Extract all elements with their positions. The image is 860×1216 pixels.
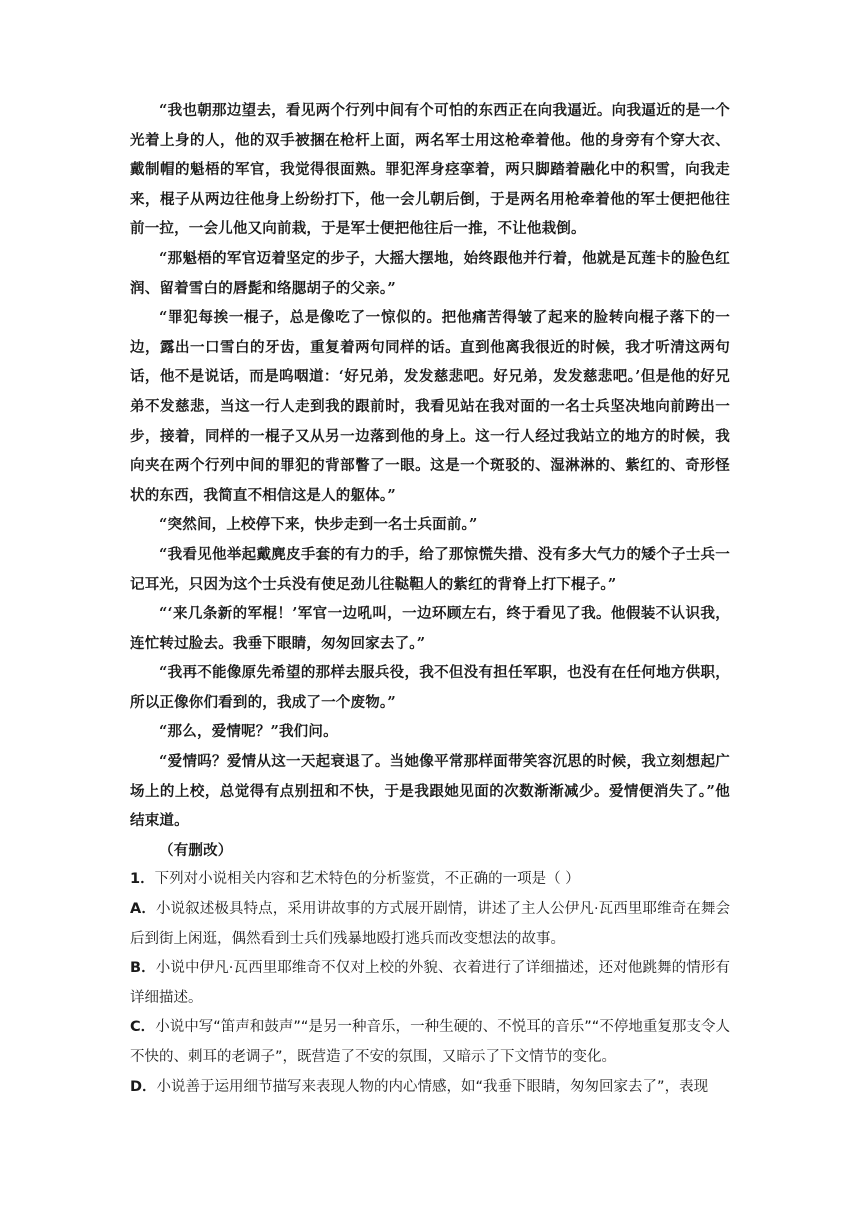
- option-text: 小说中写“笛声和鼓声”“是另一种音乐，一种生硬的、不悦耳的音乐”“不停地重复那支令人不快的、刺耳的老调子”，既营造了不安的氛围，又暗示了下文情节的变化。: [130, 1019, 730, 1065]
- option-text: 小说中伊凡·瓦西里耶维奇不仅对上校的外貌、衣着进行了详细描述，还对他跳舞的情形有详细描述。: [130, 960, 730, 1006]
- question-stem: 下列对小说相关内容和艺术特色的分析鉴赏，不正确的一项是（ ）: [154, 871, 580, 888]
- option-letter: A．: [130, 901, 156, 918]
- story-paragraph-6: “‘来几条新的军棍！’军官一边吼叫，一边环顾左右，终于看见了我。他假装不认识我，连忙转过脸去。我垂下眼睛，匆匆回家去了。”: [130, 605, 730, 652]
- option-letter: B．: [130, 960, 156, 977]
- document-page: [130, 96, 730, 1102]
- option-a: [130, 895, 730, 954]
- story-paragraph-2: “那魁梧的军官迈着坚定的步子，大摇大摆地，始终跟他并行着，他就是瓦莲卡的脸色红润、留着雪白的唇髭和络腮胡子的父亲。”: [130, 249, 730, 297]
- story-paragraph-7: “我再不能像原先希望的那样去服兵役，我不但没有担任军职，也没有在任何地方供职，所以正像你们看到的，我成了一个废物。”: [130, 664, 730, 711]
- story-paragraph-4: “突然间，上校停下来，快步走到一名士兵面前。”: [159, 516, 478, 534]
- story-paragraph-8: “那么，爱情呢？”我们问。: [159, 723, 338, 741]
- question-number: 1．: [130, 871, 155, 888]
- option-c: [130, 1013, 730, 1072]
- story-excerpt: [130, 96, 730, 865]
- story-paragraph-9: “爱情吗？爱情从这一天起衰退了。当她像平常那样面带笑容沉思的时候，我立刻想起广场上的上校，总觉得有点别扭和不快，于是我跟她见面的次数渐渐减少。爱情便消失了。”他结束道。: [130, 753, 730, 830]
- option-b: [130, 954, 730, 1013]
- option-letter: C．: [130, 1019, 156, 1036]
- question-block: [130, 865, 730, 1102]
- option-d: [130, 1073, 730, 1103]
- question-stem-line: [130, 865, 730, 895]
- story-paragraph-3: “罪犯每挨一棍子，总是像吃了一惊似的。把他痛苦得皱了起来的脸转向棍子落下的一边，露出一口雪白的牙齿，重复着两句同样的话。直到他离我很近的时候，我才听清这两句话，他不是说话，而是呜咽道：‘好兄弟，发发慈悲吧。好兄弟，发发慈悲吧。’但是他的好兄弟不发慈悲，当这一行人走到我的跟前时，我看见站在我对面的一名士兵坚决地向前跨出一步，接着，同样的一棍子又从另一边落到他的身上。这一行人经过我站立的地方的时候，我向夹在两个行列中间的罪犯的背部瞥了一眼。这是一个斑驳的、湿淋淋的、紫红的、奇形怪状的东西，我简直不相信这是人的躯体。”: [130, 309, 730, 504]
- option-letter: D．: [130, 1078, 157, 1095]
- option-text: 小说善于运用细节描写来表现人物的内心情感，如“我垂下眼睛，匆匆回家去了”，表现: [156, 1078, 709, 1095]
- story-paragraph-1: “我也朝那边望去，看见两个行列中间有个可怕的东西正在向我逼近。向我逼近的是一个光着上身的人，他的双手被捆在枪杆上面，两名军士用这枪牵着他。他的身旁有个穿大衣、戴制帽的魁梧的军官，我觉得很面熟。罪犯浑身痉挛着，两只脚踏着融化中的积雪，向我走来，棍子从两边往他身上纷纷打下，他一会儿朝后倒，于是两名用枪牵着他的军士便把他往前一拉，一会儿他又向前栽，于是军士便把他往后一推，不让他栽倒。: [130, 102, 730, 238]
- source-note: （有删改）: [159, 841, 233, 859]
- story-paragraph-5: “我看见他举起戴麂皮手套的有力的手，给了那惊慌失措、没有多大气力的矮个子士兵一记耳光，只因为这个士兵没有使足劲儿往鞑靼人的紫红的背脊上打下棍子。”: [130, 545, 730, 593]
- option-text: 小说叙述极具特点，采用讲故事的方式展开剧情，讲述了主人公伊凡·瓦西里耶维奇在舞会后到街上闲逛，偶然看到士兵们残暴地殴打逃兵而改变想法的故事。: [130, 901, 730, 947]
